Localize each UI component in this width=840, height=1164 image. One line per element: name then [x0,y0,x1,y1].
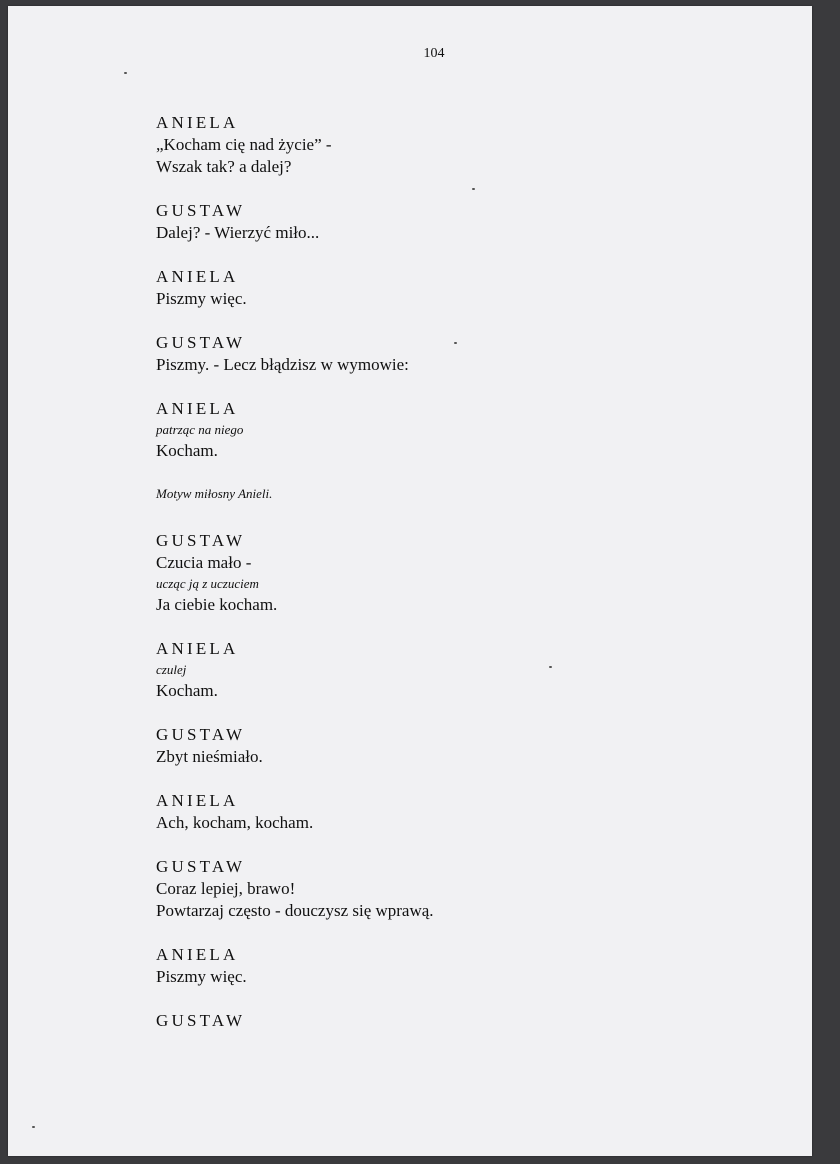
dialogue-block [156,530,776,616]
dialogue-line: Czucia mało - [156,553,252,572]
script-content [156,112,776,1054]
scan-speck [124,72,127,74]
dialogue-line: „Kocham cię nad życie” - [156,135,332,154]
speaker-name: ANIELA [156,791,239,810]
speaker-name: GUSTAW [156,201,246,220]
speaker-name: GUSTAW [156,1011,246,1030]
dialogue-line: Wszak tak? a dalej? [156,157,292,176]
stage-note: Motyw miłosny Anieli. [156,486,273,501]
speaker-name: GUSTAW [156,333,246,352]
dialogue-block [156,112,776,178]
dialogue-line: Piszmy więc. [156,967,247,986]
stage-direction: czulej [156,662,187,677]
dialogue-block [156,332,776,376]
page-number: 104 [423,46,445,61]
dialogue-block [156,200,776,244]
speaker-name: ANIELA [156,945,239,964]
dialogue-line: Powtarzaj często - douczysz się wprawą. [156,901,434,920]
speaker-name: GUSTAW [156,531,246,550]
dialogue-line: Piszmy. - Lecz błądzisz w wymowie: [156,355,409,374]
dialogue-line: Dalej? - Wierzyć miło... [156,223,320,242]
stage-direction: patrząc na niego [156,422,244,437]
dialogue-line: Ja ciebie kocham. [156,595,278,614]
dialogue-block [156,638,776,702]
dialogue-block [156,1010,776,1032]
scan-speck [32,1126,35,1128]
dialogue-line: Piszmy więc. [156,289,247,308]
dialogue-block [156,790,776,834]
dialogue-line: Kocham. [156,441,218,460]
speaker-name: GUSTAW [156,725,246,744]
dialogue-line: Ach, kocham, kocham. [156,813,314,832]
scan-speck [472,188,475,190]
stage-direction: ucząc ją z uczuciem [156,576,259,591]
dialogue-block [156,398,776,462]
dialogue-block [156,724,776,768]
dialogue-line: Zbyt nieśmiało. [156,747,263,766]
speaker-name: ANIELA [156,267,239,286]
scan-speck [549,666,552,668]
dialogue-line: Kocham. [156,681,218,700]
dialogue-line: Coraz lepiej, brawo! [156,879,296,898]
document-page [8,6,812,1156]
speaker-name: ANIELA [156,113,239,132]
speaker-name: GUSTAW [156,857,246,876]
scan-speck [454,342,457,344]
speaker-name: ANIELA [156,639,239,658]
dialogue-block [156,856,776,922]
dialogue-block [156,944,776,988]
dialogue-block [156,266,776,310]
speaker-name: ANIELA [156,399,239,418]
